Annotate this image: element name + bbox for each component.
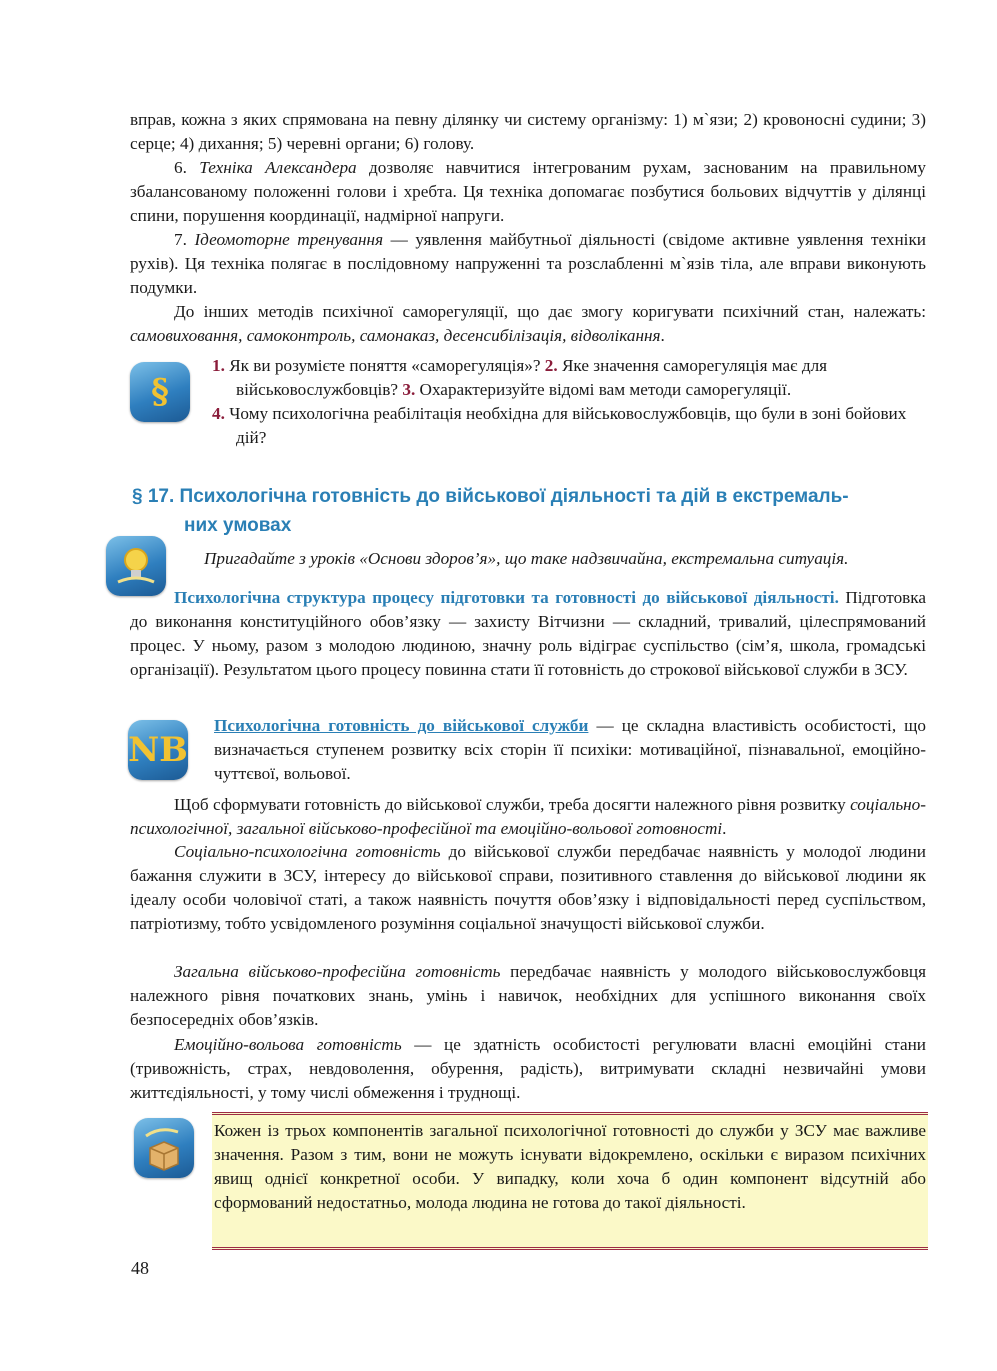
methods-intro: До інших методів психічної саморегуляції, що дає змогу коригувати психічний стан, належать: — [174, 302, 926, 321]
questions-block — [212, 354, 926, 450]
readiness-end: . — [722, 819, 727, 838]
page-number: 48 — [131, 1258, 149, 1278]
item-term: Техніка Александера — [199, 158, 357, 177]
structure-text: Підготовка до виконання конституційного обов’язку — захисту Вітчизни — складний, тривалий, цілеспрямований процес. У ньому, разом з молодою людиною, значну роль відіграє суспільство (сім’я, школа, громадські організації). Результатом цього процесу повинна стати її готовність до строкової військової служби в ЗСУ. — [130, 588, 926, 679]
item-number: 6. — [174, 158, 200, 177]
structure-heading: Психологічна структура процесу підготовки та готовності до військової діяльності. — [174, 588, 839, 607]
box-feather-icon — [134, 1118, 194, 1178]
item-6-paragraph — [130, 156, 926, 228]
intro-paragraph: вправ, кожна з яких спрямована на певну ділянку чи систему організму: 1) м`язи; 2) кровоносні судини; 3) серце; 4) дихання; 5) черевні органи; 6) голову. — [130, 110, 926, 153]
item-text: дозволяє навчитися інтегрованим рухам, заснованим на правильному збалансованому положенні голови і хребта. Ця техніка допомагає позбутися больових відчуттів у ділянці спини, порушення координації, надмірної напруги. — [130, 158, 926, 225]
nb-icon-label: NB — [128, 730, 188, 770]
readiness-text: Щоб сформувати готовність до військової служби, треба досягти належного рівня розвитку — [174, 795, 851, 814]
definition-text: — це складна властивість особистості, що визначається ступенем розвитку всіх сторін її психіки: мотиваційної, пізнавальної, емоційно-чуттєвої, вольової. — [214, 716, 927, 783]
question-number: 2. — [544, 356, 558, 375]
section-title-line-1: § 17. Психологічна готовність до військової діяльності та дій в екстремаль- — [132, 486, 849, 507]
question-text: Чому психологічна реабілітація необхідна для військовослужбовців, що були в зоні бойових дій? — [224, 404, 907, 447]
question-number: 1. — [212, 356, 225, 375]
professional-paragraph — [130, 960, 926, 1032]
question-s-icon: § — [130, 362, 190, 422]
section-title-line-2: них умовах — [184, 515, 292, 536]
question-text: Яке значення саморегуляція має для військовослужбовців? — [236, 356, 828, 399]
professional-text: передбачає наявність у молодого військовослужбовця належного рівня початкових знань, умінь і навичок, необхідних для успішного виконання своїх безпосередніх обов’язків. — [130, 962, 926, 1029]
item-7-paragraph — [130, 228, 926, 300]
definition-term: Психологічна готовність до військової служби — [214, 716, 589, 735]
emotional-text: — це здатність особистості регулювати власні емоційні стани (тривожність, страх, невдоволення, обурення, радість), витримувати складні незвичайні умови життєдіяльності, у тому числі обмеження і труднощі. — [130, 1035, 927, 1102]
readiness-paragraph — [130, 793, 926, 841]
recall-prompt: Пригадайте з уроків «Основи здоров’я», що таке надзвичайна, екстремальна ситуація. — [204, 549, 849, 568]
emotional-term: Емоційно-вольова готовність — [174, 1035, 402, 1054]
item-number: 7. — [174, 230, 195, 249]
methods-list: самовиховання, самоконтроль, самонаказ, десенсибілізація, відволікання — [130, 326, 661, 345]
question-number: 3. — [402, 380, 416, 399]
question-text: Як ви розумієте поняття «саморегуляція»? — [224, 356, 545, 375]
item-text: — уявлення майбутньої діяльності (свідоме активне уявлення техніки рухів). Ця техніка полягає в послідовному напруженні та розслабленні м`язів тіла, але вправи виконують подумки. — [130, 230, 927, 297]
structure-paragraph — [130, 586, 926, 682]
question-number: 4. — [212, 404, 225, 423]
methods-end: . — [660, 326, 665, 345]
definition-paragraph — [214, 714, 926, 786]
social-text: до військової служби передбачає наявність у молодої людини бажання служити в ЗСУ, інтересу до військової справи, позитивного ставлення до військової людини як ідеалу особи чоловічої статі, а також наявність почуття обов’язку і відповідальності перед суспільством, патріотизму, тобто усвідомленого розуміння соціальної значущості військової служби. — [130, 842, 926, 933]
questions-line-2 — [212, 402, 926, 450]
questions-line-1 — [212, 354, 926, 402]
professional-term: Загальна військово-професійна готовність — [174, 962, 501, 981]
social-term: Соціально-психологічна готовність — [174, 842, 441, 861]
social-paragraph — [130, 840, 926, 936]
emotional-paragraph — [130, 1033, 926, 1105]
note-text: Кожен із трьох компонентів загальної психологічної готовності до служби у ЗСУ має важливе значення. Разом з тим, вони не можуть існувати відокремлено, оскільки є виразом психічних явищ однієї конкретної особи. У випадку, коли хоча б один компонент відсутній або сформований недостатньо, молода людина не готова до такої діяльності. — [214, 1121, 926, 1212]
item-term: Ідеомоторне тренування — [194, 230, 384, 249]
other-methods-paragraph — [130, 300, 926, 348]
section-title — [132, 482, 932, 540]
nb-icon — [128, 720, 188, 780]
readiness-kinds: соціально-психологічної, загальної військово-професійної та емоційно-вольової готовності — [130, 795, 926, 838]
question-text: Охарактеризуйте відомі вам методи саморегуляції. — [415, 380, 792, 399]
